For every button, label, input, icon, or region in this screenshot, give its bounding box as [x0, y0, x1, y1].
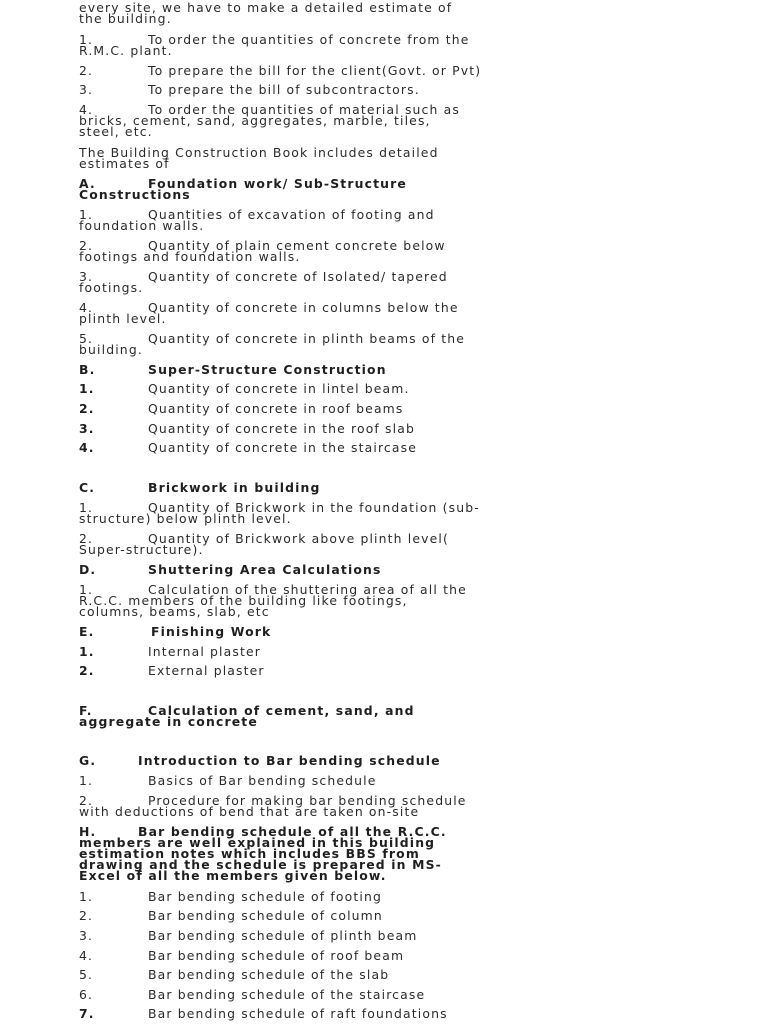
section-title: Bar bending schedule of all the R.C.C.: [138, 824, 447, 839]
item-text: Internal plaster: [148, 644, 262, 659]
item-number: 4.: [79, 440, 95, 455]
item-number: 2.: [79, 63, 94, 78]
section-c-item-1: [79, 502, 695, 524]
item-text: Quantity of Brickwork above plinth level(: [148, 531, 449, 546]
item-text: Bar bending schedule of the staircase: [148, 987, 426, 1002]
item-text: Quantity of concrete in lintel beam.: [148, 381, 410, 396]
item-number: 2.: [79, 908, 94, 923]
section-letter: E.: [79, 624, 95, 639]
section-c-item-2: [79, 533, 695, 555]
item-text-continued: columns, beams, slab, etc: [79, 604, 270, 619]
section-title: Finishing Work: [151, 624, 272, 639]
intro-paragraph: [79, 2, 695, 24]
section-title-continued: drawing and the schedule is prepared in MS-: [79, 857, 442, 872]
item-number: 4.: [79, 300, 94, 315]
section-h-heading: [79, 826, 695, 881]
section-letter: A.: [79, 176, 96, 191]
item-number: 1.: [79, 500, 94, 515]
section-title: Brickwork in building: [148, 480, 321, 495]
text-line: every site, we have to make a detailed estimate of: [79, 0, 453, 15]
item-text: To prepare the bill of subcontractors.: [148, 82, 420, 97]
item-number: 2.: [79, 531, 94, 546]
section-a-item-1: [79, 209, 695, 231]
section-letter: D.: [79, 562, 97, 577]
item-text-continued: structure) below plinth level.: [79, 511, 292, 526]
section-d-item-1: [79, 584, 695, 617]
item-text: Basics of Bar bending schedule: [148, 773, 377, 788]
item-text: Bar bending schedule of roof beam: [148, 948, 405, 963]
item-number: 4.: [79, 948, 94, 963]
item-text-continued: bricks, cement, sand, aggregates, marble, tiles,: [79, 113, 431, 128]
item-text: Quantity of plain cement concrete below: [148, 238, 446, 253]
item-number: 6.: [79, 987, 94, 1002]
purpose-item-1: [79, 34, 695, 56]
item-number: 2.: [79, 663, 95, 678]
item-number: 3.: [79, 269, 94, 284]
item-number: 1.: [79, 889, 94, 904]
section-letter: B.: [79, 362, 96, 377]
section-title: Foundation work/ Sub-Structure: [148, 176, 407, 191]
section-letter: G.: [79, 753, 97, 768]
item-text: Quantity of concrete in roof beams: [148, 401, 404, 416]
item-text-continued: footings and foundation walls.: [79, 249, 301, 264]
item-text-continued: building.: [79, 342, 143, 357]
section-a-item-2: [79, 240, 695, 262]
section-g-item-2: [79, 795, 695, 817]
item-text: Bar bending schedule of the slab: [148, 967, 390, 982]
text-line: the building.: [79, 11, 172, 26]
item-text-continued: Super-structure).: [79, 542, 204, 557]
item-text: Bar bending schedule of plinth beam: [148, 928, 418, 943]
section-title-continued: aggregate in concrete: [79, 714, 258, 729]
item-number: 1.: [79, 381, 95, 396]
text-line: estimates of: [79, 156, 170, 171]
item-text: Calculation of the shuttering area of all the: [148, 582, 467, 597]
section-title-continued: Excel of all the members given below.: [79, 868, 387, 883]
item-text-continued: R.C.C. members of the building like footings,: [79, 593, 408, 608]
section-title: Introduction to Bar bending schedule: [138, 753, 441, 768]
item-number: 2.: [79, 793, 94, 808]
item-text: To order the quantities of concrete from the: [148, 32, 470, 47]
section-a-item-5: [79, 333, 695, 355]
item-number: 7.: [79, 1006, 95, 1021]
item-number: 1.: [79, 32, 94, 47]
item-text: To order the quantities of material such as: [148, 102, 460, 117]
section-title: Calculation of cement, sand, and: [148, 703, 415, 718]
item-text: Quantity of concrete in the roof slab: [148, 421, 415, 436]
item-text-continued: foundation walls.: [79, 218, 205, 233]
item-number: 1.: [79, 207, 94, 222]
item-text-continued: footings.: [79, 280, 144, 295]
item-number: 1.: [79, 644, 95, 659]
item-text-continued: plinth level.: [79, 311, 167, 326]
item-text: Quantity of concrete in plinth beams of the: [148, 331, 465, 346]
section-title-continued: Constructions: [79, 187, 191, 202]
item-text: Bar bending schedule of raft foundations: [148, 1006, 448, 1021]
item-text: Bar bending schedule of column: [148, 908, 383, 923]
item-number: 1.: [79, 773, 94, 788]
item-number: 5.: [79, 331, 94, 346]
section-a-item-3: [79, 271, 695, 293]
item-number: 5.: [79, 967, 94, 982]
item-text-continued: R.M.C. plant.: [79, 43, 173, 58]
item-number: 2.: [79, 401, 95, 416]
item-text-continued: steel, etc.: [79, 124, 153, 139]
section-title: Shuttering Area Calculations: [148, 562, 382, 577]
purpose-item-4: [79, 104, 695, 137]
section-letter: F.: [79, 703, 93, 718]
item-text: External plaster: [148, 663, 265, 678]
section-a-item-4: [79, 302, 695, 324]
item-number: 4.: [79, 102, 94, 117]
item-text: Quantity of concrete of Isolated/ tapered: [148, 269, 448, 284]
section-letter: H.: [79, 824, 97, 839]
item-text: Quantity of Brickwork in the foundation (sub-: [148, 500, 480, 515]
section-title: Super-Structure Construction: [148, 362, 387, 377]
item-text: Quantity of concrete in columns below the: [148, 300, 459, 315]
item-text: To prepare the bill for the client(Govt. or Pvt): [148, 63, 482, 78]
item-number: 2.: [79, 238, 94, 253]
item-text: Bar bending schedule of footing: [148, 889, 382, 904]
item-number: 3.: [79, 82, 94, 97]
item-text: Procedure for making bar bending schedule: [148, 793, 467, 808]
item-text-continued: with deductions of bend that are taken on-site: [79, 804, 420, 819]
section-letter: C.: [79, 480, 96, 495]
item-number: 3.: [79, 421, 95, 436]
item-text: Quantity of concrete in the staircase: [148, 440, 417, 455]
section-title-continued: estimation notes which includes BBS from: [79, 846, 420, 861]
item-number: 3.: [79, 928, 94, 943]
section-title-continued: members are well explained in this building: [79, 835, 436, 850]
section-a-heading: [79, 178, 695, 200]
text-line: The Building Construction Book includes detailed: [79, 145, 439, 160]
item-text: Quantities of excavation of footing and: [148, 207, 435, 222]
item-number: 1.: [79, 582, 94, 597]
section-f-heading: [79, 705, 695, 727]
book-intro-paragraph: [79, 147, 695, 169]
